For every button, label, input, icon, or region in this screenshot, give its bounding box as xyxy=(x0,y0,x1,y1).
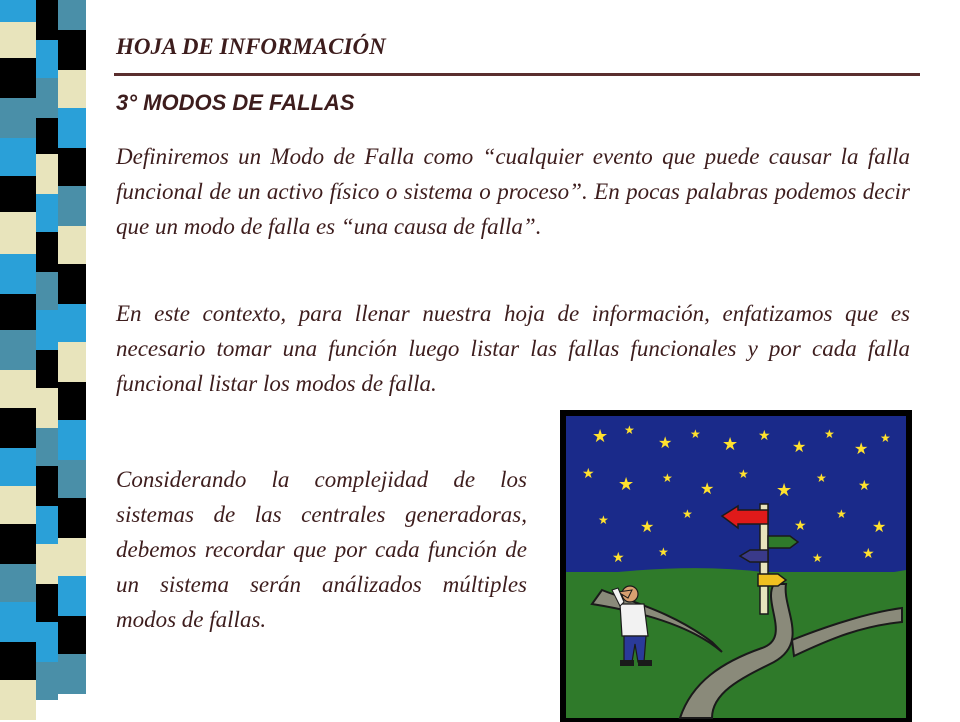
svg-text:★: ★ xyxy=(662,471,673,485)
paragraph-complexity: Considerando la complejidad de los sistemas de las centrales generadoras, debemos recordar que por cada función de un sistema serán análizados múltiples modos de fallas. xyxy=(116,467,527,632)
svg-text:★: ★ xyxy=(582,467,595,482)
strip-column-right xyxy=(58,0,86,720)
svg-text:★: ★ xyxy=(858,479,871,494)
svg-text:★: ★ xyxy=(776,480,793,500)
strip-column-left xyxy=(0,0,36,720)
svg-text:★: ★ xyxy=(836,507,847,521)
svg-text:★: ★ xyxy=(624,423,635,437)
svg-text:★: ★ xyxy=(792,439,807,456)
svg-text:★: ★ xyxy=(618,474,635,494)
svg-text:★: ★ xyxy=(862,547,875,562)
svg-text:★: ★ xyxy=(640,519,655,536)
svg-text:★: ★ xyxy=(700,481,715,498)
page-title: HOJA DE INFORMACIÓN xyxy=(116,34,386,59)
svg-text:★: ★ xyxy=(658,435,673,452)
svg-text:★: ★ xyxy=(612,551,625,566)
decorative-left-strip xyxy=(0,0,108,720)
paragraph-context: En este contexto, para llenar nuestra hoja de información, enfatizamos que es necesario tomar una función luego listar las fallas funcionales y por cada falla funcional listar los modos de falla. xyxy=(116,301,910,396)
svg-text:★: ★ xyxy=(690,427,701,441)
svg-text:★: ★ xyxy=(722,434,739,454)
svg-text:★: ★ xyxy=(880,431,891,445)
arrow-sign-green xyxy=(768,536,798,548)
svg-text:★: ★ xyxy=(872,519,887,536)
svg-text:★: ★ xyxy=(794,519,807,534)
strip-column-middle xyxy=(36,0,58,720)
svg-text:★: ★ xyxy=(738,467,749,481)
svg-text:★: ★ xyxy=(816,471,827,485)
svg-text:★: ★ xyxy=(812,551,823,565)
illustration-svg xyxy=(562,412,910,720)
title-underline xyxy=(114,73,920,76)
svg-text:★: ★ xyxy=(758,429,771,444)
svg-text:★: ★ xyxy=(682,507,693,521)
svg-text:★: ★ xyxy=(658,545,669,559)
svg-text:★: ★ xyxy=(824,427,835,441)
svg-text:★: ★ xyxy=(598,513,609,527)
svg-text:★: ★ xyxy=(854,441,869,458)
crossroads-signpost-illustration xyxy=(560,410,912,722)
paragraph-definition: Definiremos un Modo de Falla como “cualquier evento que puede causar la falla funcional de un activo físico o sistema o proceso”. En pocas palabras podemos decir que un modo de falla es “una causa de falla”. xyxy=(116,144,910,239)
svg-text:★: ★ xyxy=(592,426,609,446)
section-title: 3° MODOS DE FALLAS xyxy=(116,90,355,115)
